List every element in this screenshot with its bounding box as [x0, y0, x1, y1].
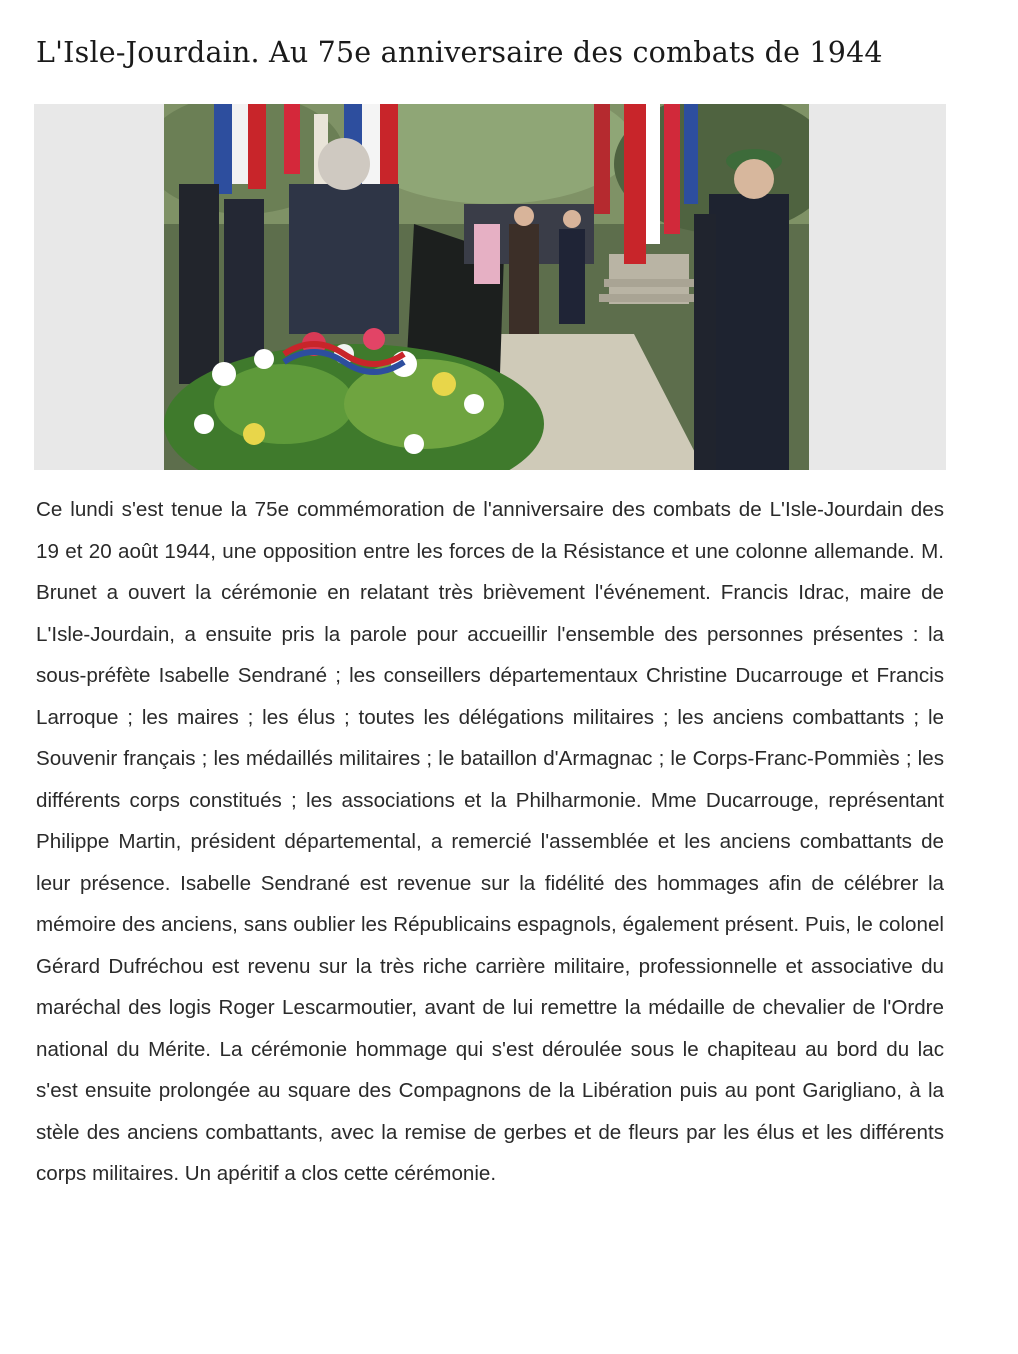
ceremony-photo	[164, 104, 809, 470]
article-title: L'Isle-Jourdain. Au 75e anniversaire des combats de 1944	[36, 36, 883, 69]
ceremony-photo-illustration	[164, 104, 809, 470]
article-body: Ce lundi s'est tenue la 75e commémoration de l'anniversaire des combats de L'Isle-Jourdain des 19 et 20 août 1944, une opposition entre les forces de la Résistance et une colonne allemande. M. Brunet a ouvert la cérémonie en relatant très brièvement l'événement. Francis Idrac, maire de L'Isle-Jourdain, a ensuite pris la parole pour accueillir l'ensemble des personnes présentes : la sous-préfète Isabelle Sendrané ; les conseillers départementaux Christine Ducarrouge et Francis Larroque ; les maires ; les élus ; toutes les délégations militaires ; les anciens combattants ; le Souvenir français ; les médaillés militaires ; le bataillon d'Armagnac ; le Corps-Franc-Pommiès ; les différents corps constitués ; les associations et la Philharmonie. Mme Ducarrouge, représentant Philippe Martin, président départemental, a remercié l'assemblée et les anciens combattants de leur présence. Isabelle Sendrané est revenue sur la fidélité des hommages afin de célébrer la mémoire des anciens, sans oublier les Républicains espagnols, également présent. Puis, le colonel Gérard Dufréchou est revenu sur la très riche carrière militaire, professionnelle et associative du maréchal des logis Roger Lescarmoutier, avant de lui remettre la médaille de chevalier de l'Ordre national du Mérite. La cérémonie hommage qui s'est déroulée sous le chapiteau au bord du lac s'est ensuite prolongée au square des Compagnons de la Libération puis au pont Garigliano, à la stèle des anciens combattants, avec la remise de gerbes et de fleurs par les élus et les différents corps militaires. Un apéritif a clos cette cérémonie.	[36, 498, 944, 1185]
photo-frame	[34, 104, 946, 470]
